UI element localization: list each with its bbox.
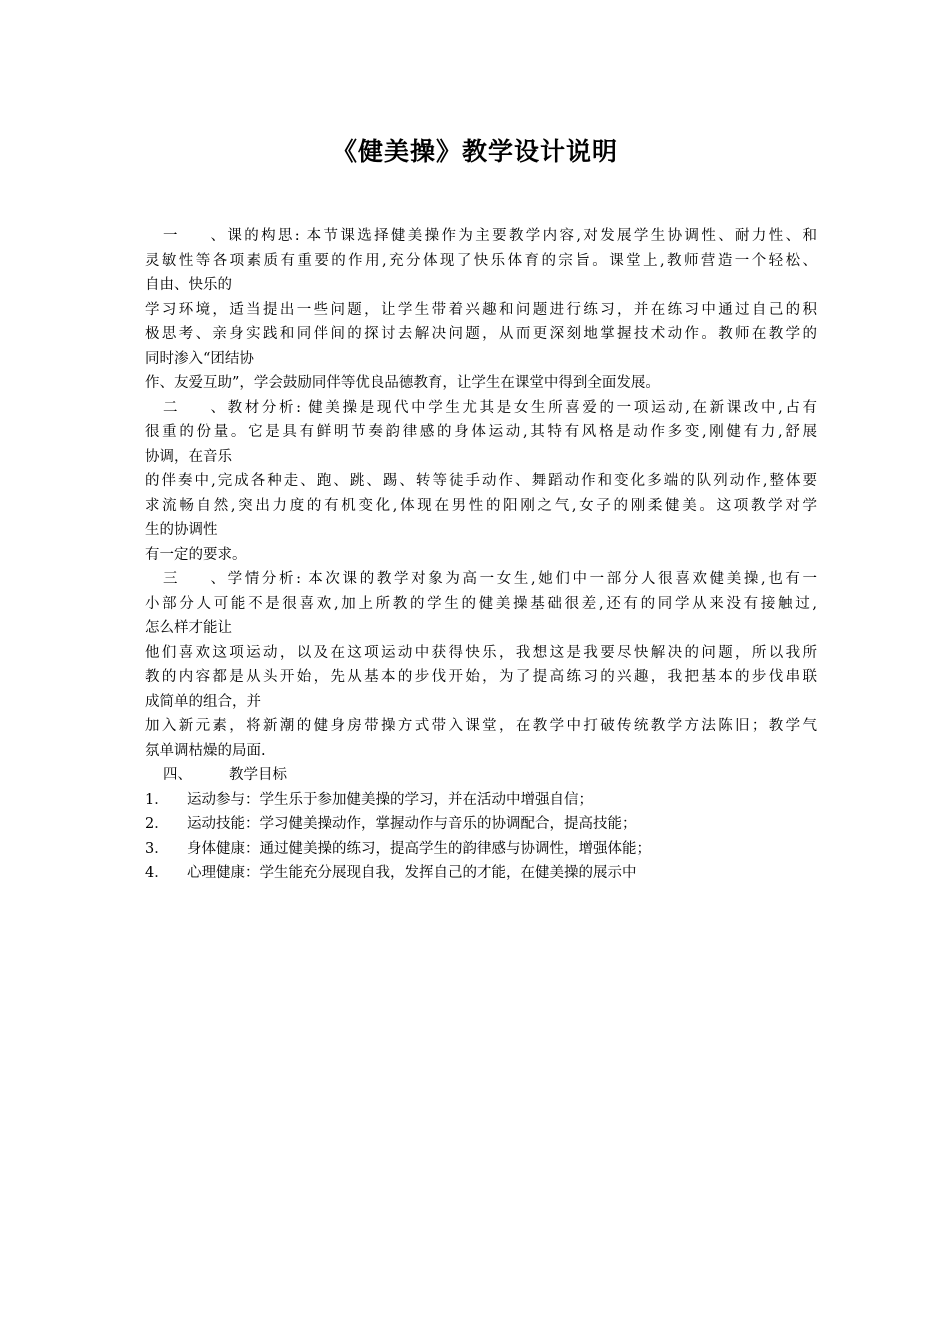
objective-number: 1． bbox=[145, 791, 169, 808]
paragraph-line: 作、友爱互助”，学会鼓励同伴等优良品德教育，让学生在课堂中得到全面发展。 bbox=[145, 375, 660, 391]
paragraph-line: 课的构思: 本节课选择健美操作为主要教学内容,对发展学生协调性、耐力性、和 bbox=[225, 228, 817, 244]
paragraph-line: 教的内容都是从头开始，先从基本的步伐开始，为了提高练习的兴趣，我把基本的步伐串联 bbox=[145, 669, 817, 685]
objective-number: 4． bbox=[145, 865, 169, 881]
paragraph-line: 生的协调性 bbox=[145, 522, 218, 538]
paragraph-line: 的伴奏中,完成各种走、跑、跳、踢、转等徒手动作、舞蹈动作和变化多端的队列动作,整体要 bbox=[145, 473, 817, 489]
section-number: 二、 bbox=[163, 399, 225, 416]
paragraph-line: 很重的份量。它是具有鲜明节奏韵律感的身体运动,其特有风格是动作多变,刚健有力,舒展 bbox=[145, 424, 817, 440]
section-3-first-line bbox=[145, 567, 817, 592]
paragraph-line: 小部分人可能不是很喜欢,加上所教的学生的健美操基础很差,还有的同学从来没有接触过, bbox=[145, 595, 817, 612]
objective-item bbox=[145, 788, 817, 813]
section-number: 三、 bbox=[163, 571, 225, 587]
objective-text: 身体健康：通过健美操的练习，提高学生的韵律感与协调性，增强体能； bbox=[187, 840, 651, 857]
paragraph-line: 灵敏性等各项素质有重要的作用,充分体现了快乐体育的宗旨。课堂上,教师营造一个轻松、 bbox=[145, 252, 817, 269]
section-4-heading-line bbox=[145, 763, 817, 788]
objective-number: 2． bbox=[145, 816, 169, 832]
objective-text: 运动参与：学生乐于参加健美操的学习，并在活动中增强自信； bbox=[187, 791, 593, 808]
section-number: 四、 bbox=[163, 767, 192, 783]
section-2-first-line bbox=[145, 396, 817, 421]
objective-text: 运动技能：学习健美操动作，掌握动作与音乐的协调配合，提高技能； bbox=[187, 816, 637, 832]
paragraph-line: 同时渗入“团结协 bbox=[145, 350, 254, 367]
paragraph-line: 求流畅自然,突出力度的有机变化,体现在男性的阳刚之气,女子的刚柔健美。这项教学对学 bbox=[145, 497, 817, 514]
paragraph-line: 协调，在音乐 bbox=[145, 448, 232, 465]
document-body bbox=[145, 224, 817, 886]
objective-text: 心理健康：学生能充分展现自我，发挥自己的才能，在健美操的展示中 bbox=[187, 865, 637, 881]
document-title: 《健美操》教学设计说明 bbox=[331, 137, 618, 166]
paragraph-line: 加入新元素，将新潮的健身房带操方式带入课堂，在教学中打破传统教学方法陈旧；教学气 bbox=[145, 718, 817, 734]
paragraph-line: 教材分析: 健美操是现代中学生尤其是女生所喜爱的一项运动,在新课改中,占有 bbox=[225, 399, 817, 416]
objective-item bbox=[145, 837, 817, 862]
objective-item bbox=[145, 812, 817, 837]
objective-number: 3． bbox=[145, 840, 169, 857]
paragraph-line: 氛单调枯燥的局面. bbox=[145, 742, 266, 759]
objective-item bbox=[145, 861, 817, 886]
paragraph-line: 有一定的要求。 bbox=[145, 546, 247, 563]
paragraph-line: 学情分析: 本次课的教学对象为高一女生,她们中一部分人很喜欢健美操,也有一 bbox=[225, 571, 817, 587]
section-1-first-line bbox=[145, 224, 817, 249]
paragraph-line: 学习环境，适当提出一些问题，让学生带着兴趣和问题进行练习，并在练习中通过自己的积 bbox=[145, 301, 817, 318]
paragraph-line: 成简单的组合，并 bbox=[145, 693, 261, 710]
paragraph-line: 极思考、亲身实践和同伴间的探讨去解决问题，从而更深刻地掌握技术动作。教师在教学的 bbox=[145, 326, 817, 342]
paragraph-line: 怎么样才能让 bbox=[145, 620, 232, 636]
paragraph-line: 自由、快乐的 bbox=[145, 277, 232, 293]
section-number: 一、 bbox=[163, 228, 225, 244]
section-heading: 教学目标 bbox=[229, 767, 287, 783]
paragraph-line: 他们喜欢这项运动，以及在这项运动中获得快乐，我想这是我要尽快解决的问题，所以我所 bbox=[145, 644, 817, 661]
